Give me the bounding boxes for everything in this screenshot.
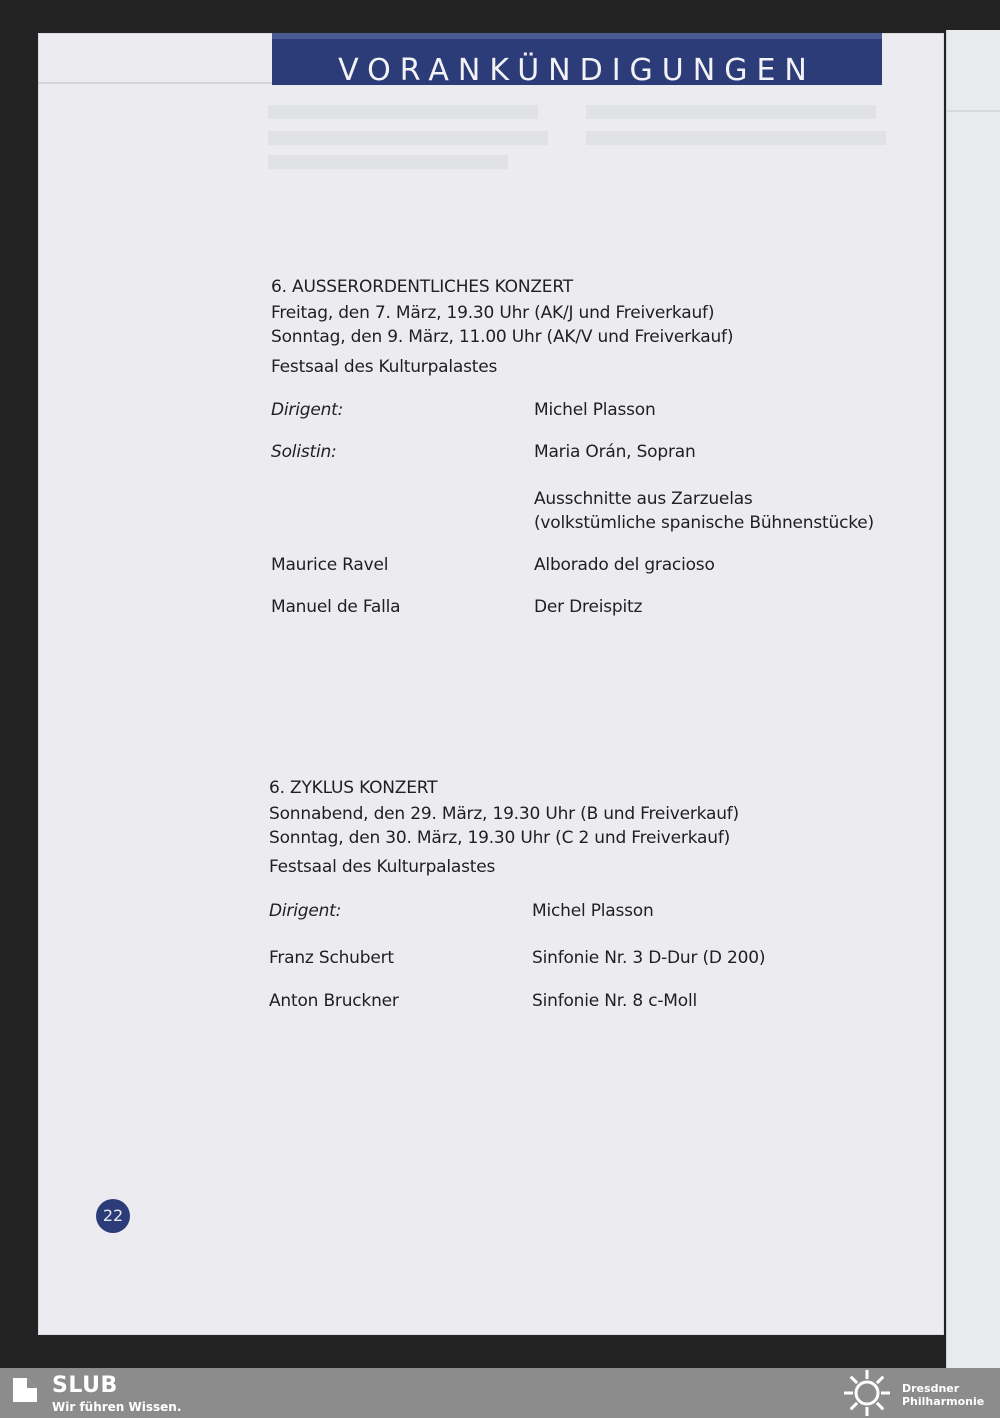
concert1-zarzuelas-note: (volkstümliche spanische Bühnenstücke) [534,513,874,533]
concert1-solistin: Maria Orán, Sopran [534,442,696,462]
show-through-line [586,131,886,145]
concert2-title: 6. ZYKLUS KONZERT [269,778,438,798]
program-composer: Anton Bruckner [269,991,399,1011]
show-through-line [268,105,538,119]
concert2-date-saturday: Sonnabend, den 29. März, 19.30 Uhr (B und Freiverkauf) [269,804,739,824]
concert1-title: 6. AUSSERORDENTLICHES KONZERT [271,277,573,297]
library-name[interactable]: SLUB [52,1373,118,1398]
program-work: Der Dreispitz [534,597,643,617]
concert1-date-friday: Freitag, den 7. März, 19.30 Uhr (AK/J und Freiverkauf) [271,303,715,323]
concert1-dirigent: Michel Plasson [534,400,656,420]
show-through-line [268,131,548,145]
concert1-date-sunday: Sonntag, den 9. März, 11.00 Uhr (AK/V und Freiverkauf) [271,327,734,347]
program-composer: Maurice Ravel [271,555,389,575]
philharmonie-logo-icon [842,1368,892,1418]
library-tagline: Wir führen Wissen. [52,1400,182,1414]
program-work: Alborado del gracioso [534,555,715,575]
page-title-banner: VORANKÜNDIGUNGEN [272,33,882,85]
concert1-zarzuelas: Ausschnitte aus Zarzuelas [534,489,753,509]
program-work: Sinfonie Nr. 3 D-Dur (D 200) [532,948,766,968]
concert2-dirigent-label: Dirigent: [269,901,342,921]
concert1-solistin-label: Solistin: [271,442,337,462]
program-work: Sinfonie Nr. 8 c-Moll [532,991,698,1011]
concert2-venue: Festsaal des Kulturpalastes [269,857,496,877]
facing-page-rule [947,110,1000,112]
program-composer: Franz Schubert [269,948,394,968]
concert1-dirigent-label: Dirigent: [271,400,344,420]
partner-name-line1: Dresdner [902,1382,960,1395]
program-composer: Manuel de Falla [271,597,401,617]
document-page [38,33,944,1335]
partner-name[interactable] [902,1382,984,1408]
show-through-line [268,155,508,169]
partner-name-line2: Philharmonie [902,1395,985,1408]
header-rule [38,82,272,84]
concert2-date-sunday: Sonntag, den 30. März, 19.30 Uhr (C 2 und Freiverkauf) [269,828,731,848]
viewer-footer [0,1368,1000,1418]
page-number: 22 [96,1199,130,1233]
show-through-line [586,105,876,119]
concert2-dirigent: Michel Plasson [532,901,654,921]
concert1-venue: Festsaal des Kulturpalastes [271,357,498,377]
slub-logo-icon [10,1375,40,1405]
facing-page-edge [946,30,1000,1368]
